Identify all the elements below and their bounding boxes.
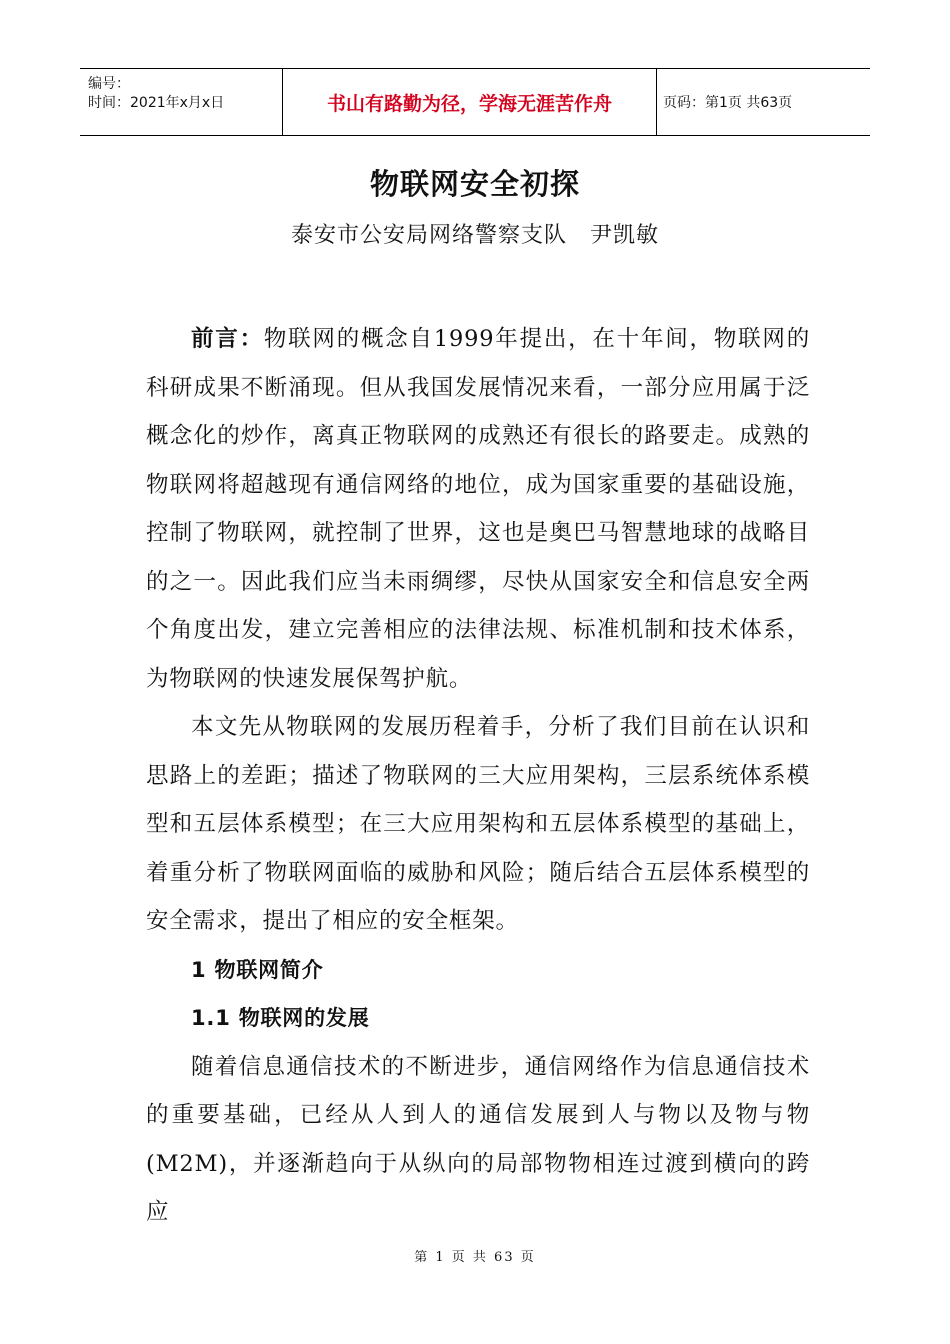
section-1-heading: 1 物联网简介 — [191, 957, 324, 982]
motto-text: 书山有路勤为径，学海无涯苦作舟 — [326, 92, 612, 115]
time-label: 时间：2021年x月x日 — [88, 95, 225, 111]
document-body — [146, 315, 810, 1237]
paragraph-3: 随着信息通信技术的不断进步，通信网络作为信息通信技术的重要基础，已经从人到人的通信发展到人与物以及物与物(M2M)，并逐渐趋向于从纵向的局部物物相连过渡到横向的跨应 — [146, 1053, 810, 1225]
page-info: 页码：第1页 共63页 — [663, 95, 793, 111]
intro-label: 前言： — [191, 326, 264, 352]
header-meta-cell — [80, 69, 283, 135]
header-page-cell — [657, 69, 870, 135]
section-1-1-heading: 1.1 物联网的发展 — [191, 1006, 370, 1030]
document-header — [80, 68, 870, 136]
page-footer: 第 1 页 共 63 页 — [414, 1250, 536, 1265]
intro-paragraph — [146, 315, 810, 703]
document-title: 物联网安全初探 — [369, 167, 580, 201]
header-motto-cell — [283, 69, 657, 135]
number-label: 编号： — [88, 76, 130, 92]
paragraph-2: 本文先从物联网的发展历程着手，分析了我们目前在认识和思路上的差距；描述了物联网的三大应用架构，三层系统体系模型和五层体系模型；在三大应用架构和五层体系模型的基础上，着重分析了物联网面临的威胁和风险；随后结合五层体系模型的安全需求，提出了相应的安全框架。 — [146, 714, 810, 934]
intro-text: 物联网的概念自1999年提出，在十年间，物联网的科研成果不断涌现。但从我国发展情况来看，一部分应用属于泛概念化的炒作，离真正物联网的成熟还有很长的路要走。成熟的物联网将超越现有通信网络的地位，成为国家重要的基础设施，控制了物联网，就控制了世界，这也是奥巴马智慧地球的战略目的之一。因此我们应当未雨绸缪，尽快从国家安全和信息安全两个角度出发，建立完善相应的法律法规、标准机制和技术体系，为物联网的快速发展保驾护航。 — [146, 326, 810, 692]
document-author: 泰安市公安局网络警察支队 尹凯敏 — [290, 223, 659, 248]
